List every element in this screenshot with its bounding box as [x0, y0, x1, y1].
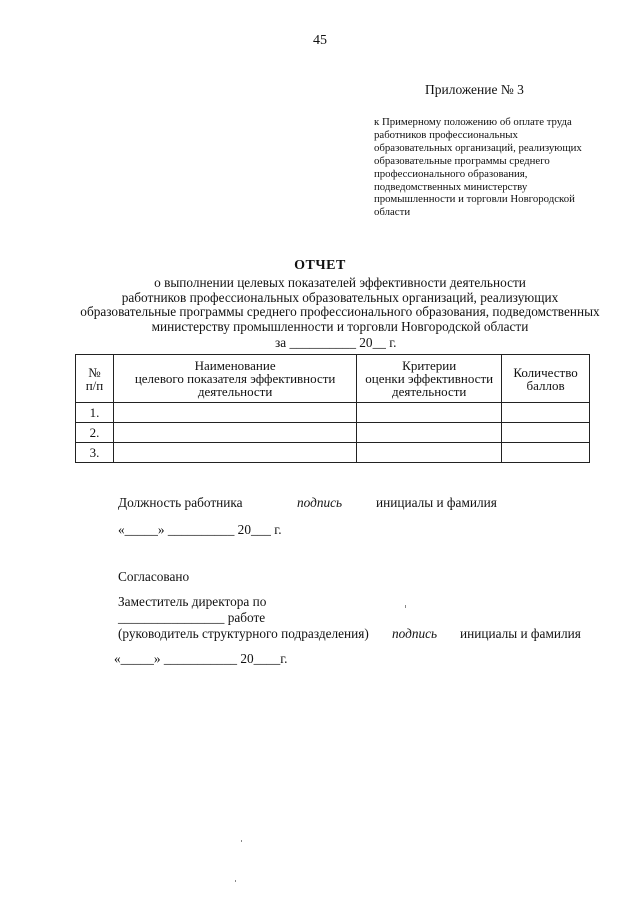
- points-cell: [502, 423, 590, 443]
- row-number: 3.: [76, 443, 114, 463]
- header-line: №: [88, 364, 101, 380]
- position-label: Должность работника: [118, 495, 243, 510]
- header-line: Критерии: [402, 358, 457, 373]
- appendix-note-line: к Примерному положению об оплате труда: [374, 116, 572, 128]
- appendix-note: [374, 116, 614, 219]
- row-number: 2.: [76, 423, 114, 443]
- points-cell: [502, 403, 590, 423]
- header-criteria: [357, 355, 502, 403]
- table-row: [76, 423, 590, 443]
- scan-speck: [235, 880, 236, 882]
- appendix-note-line: промышленности и торговли Новгородской: [374, 193, 575, 206]
- report-title: ОТЧЕТ: [294, 258, 346, 273]
- signature-date-line: «_____» __________ 20___ г.: [118, 522, 282, 537]
- appendix-note-line: области: [374, 206, 411, 219]
- criteria-cell: [357, 443, 502, 463]
- indicator-cell: [113, 443, 356, 463]
- appendix-title: Приложение № 3: [425, 82, 524, 97]
- table-header-row: [76, 355, 590, 403]
- indicator-cell: [113, 423, 356, 443]
- table-row: [76, 443, 590, 463]
- appendix-note-line: образовательных организаций, реализующих: [374, 141, 582, 154]
- page-number: 45: [313, 33, 327, 48]
- header-line: целевого показателя эффективности: [134, 371, 336, 386]
- appendix-note-line: профессионального образования,: [374, 167, 528, 180]
- header-line: деятельности: [391, 384, 467, 399]
- header-line: деятельности: [197, 384, 273, 399]
- report-subtitle: [40, 276, 640, 334]
- indicators-table: [75, 354, 590, 463]
- report-period: за __________ 20__ г.: [275, 335, 397, 350]
- approval-signature-label: подпись: [392, 626, 438, 641]
- criteria-cell: [357, 403, 502, 423]
- scan-speck: [405, 605, 406, 608]
- header-line: Количество: [513, 364, 578, 380]
- report-subtitle-line: министерству промышленности и торговли Новгородской области: [151, 318, 529, 334]
- header-line: п/п: [85, 377, 104, 393]
- row-number: 1.: [76, 403, 114, 423]
- appendix-note-line: работников профессиональных: [374, 128, 518, 141]
- appendix-note-line: подведомственных министерству: [374, 180, 528, 193]
- approval-head-label: (руководитель структурного подразделения): [118, 626, 369, 641]
- indicator-cell: [113, 403, 356, 423]
- table-row: [76, 403, 590, 423]
- approval-name-label: инициалы и фамилия: [460, 626, 581, 641]
- approval-date-line: «_____» ___________ 20____г.: [114, 651, 288, 666]
- approval-agreed: Согласовано: [118, 569, 190, 584]
- signature-label: подпись: [297, 495, 343, 510]
- name-label: инициалы и фамилия: [376, 495, 497, 510]
- header-line: Наименование: [194, 358, 276, 373]
- header-number: [76, 355, 114, 403]
- report-subtitle-line: работников профессиональных образовательных организаций, реализующих: [121, 289, 559, 305]
- scan-speck: [241, 840, 242, 842]
- appendix-note-line: образовательные программы среднего: [374, 154, 550, 167]
- header-line: баллов: [526, 377, 565, 393]
- criteria-cell: [357, 423, 502, 443]
- approval-deputy-line: Заместитель директора по: [118, 594, 267, 609]
- header-indicator-name: [113, 355, 356, 403]
- report-subtitle-line: образовательные программы среднего профессионального образования, подведомственных: [80, 304, 600, 319]
- approval-work-line: ________________ работе: [118, 610, 266, 625]
- points-cell: [502, 443, 590, 463]
- header-line: оценки эффективности: [365, 371, 494, 386]
- report-subtitle-line: о выполнении целевых показателей эффективности деятельности: [154, 275, 526, 290]
- header-points: [502, 355, 590, 403]
